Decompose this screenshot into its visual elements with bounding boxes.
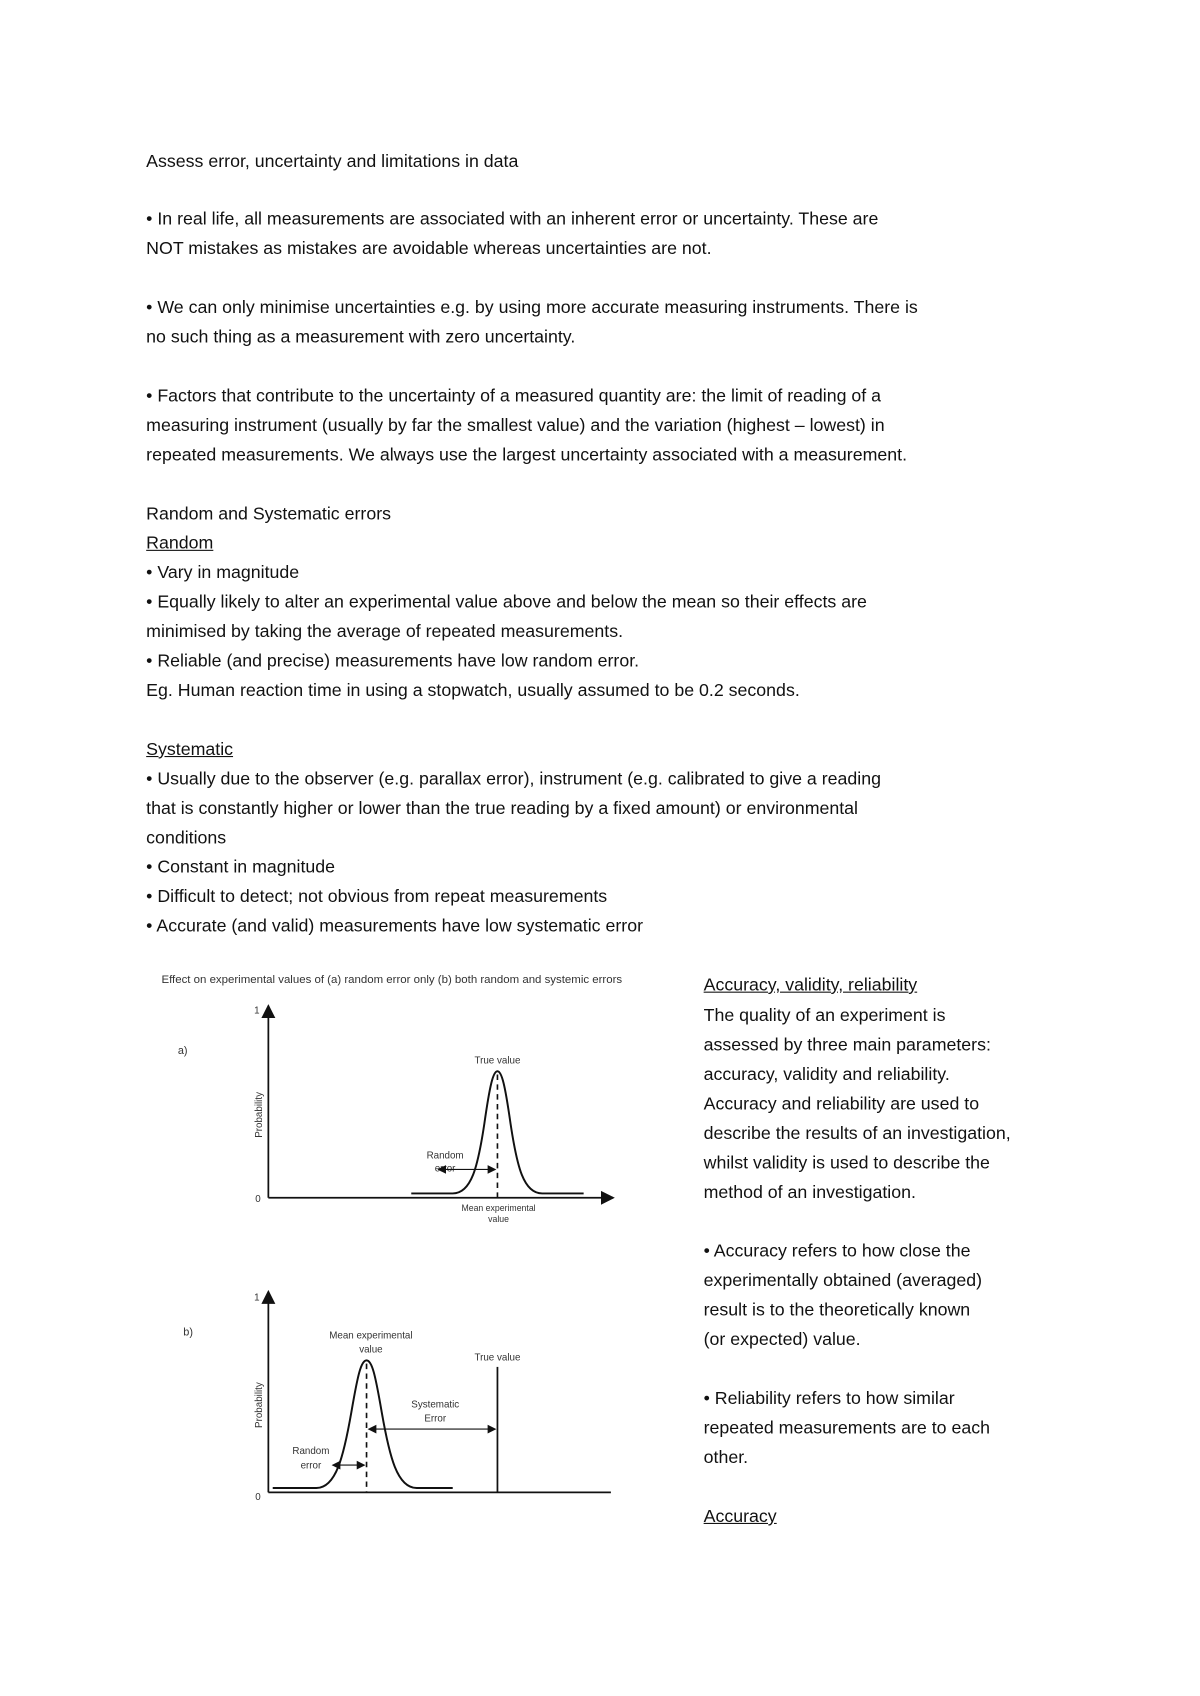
right-line: (or expected) value. xyxy=(703,1329,861,1350)
random-line: Eg. Human reaction time in using a stopwatch, usually assumed to be 0.2 seconds. xyxy=(146,680,800,701)
systematic-line: • Difficult to detect; not obvious from repeat measurements xyxy=(146,886,608,907)
y-tick-bottom: 0 xyxy=(255,1194,261,1206)
errors-heading: Random and Systematic errors xyxy=(146,503,392,524)
y-tick-bottom: 0 xyxy=(255,1491,261,1503)
chart-a xyxy=(178,1005,613,1223)
y-tick-top: 1 xyxy=(254,1005,260,1017)
right-line: method of an investigation. xyxy=(703,1182,916,1203)
systematic-line: that is constantly higher or lower than the true reading by a fixed amount) or environmental xyxy=(146,798,859,819)
chart-b xyxy=(183,1292,611,1503)
y-axis-label: Probability xyxy=(253,1382,265,1428)
right-line: The quality of an experiment is xyxy=(703,1005,946,1026)
random-heading: Random xyxy=(146,533,214,554)
page-title: Assess error, uncertainty and limitations in data xyxy=(146,151,519,172)
right-line: • Accuracy refers to how close the xyxy=(703,1241,971,1262)
random-line: • Vary in magnitude xyxy=(146,562,300,583)
systematic-line: conditions xyxy=(146,827,227,848)
right-line: result is to the theoretically known xyxy=(703,1300,971,1320)
accuracy-heading: Accuracy xyxy=(703,1506,777,1527)
right-line: describe the results of an investigation, xyxy=(703,1123,1011,1144)
intro-line: • Factors that contribute to the uncertainty of a measured quantity are: the limit of reading of a xyxy=(146,386,882,406)
right-line: accuracy, validity and reliability. xyxy=(703,1064,950,1085)
chart-a-label: a) xyxy=(177,1044,188,1057)
chart-b-label: b) xyxy=(183,1326,193,1339)
intro-line: • We can only minimise uncertainties e.g. by using more accurate measuring instruments. There is xyxy=(146,297,918,318)
random-error-label: error xyxy=(300,1460,322,1472)
systematic-error-label: Error xyxy=(424,1413,447,1425)
right-line: Accuracy and reliability are used to xyxy=(703,1094,980,1114)
mean-label: value xyxy=(359,1344,383,1356)
systematic-heading: Systematic xyxy=(146,739,234,760)
mean-label: value xyxy=(488,1213,509,1224)
right-line: other. xyxy=(703,1447,749,1468)
figure-caption: Effect on experimental values of (a) random error only (b) both random and systemic errors xyxy=(161,973,623,986)
systematic-line: • Constant in magnitude xyxy=(146,857,336,878)
intro-line: no such thing as a measurement with zero uncertainty. xyxy=(146,327,576,347)
intro-line: • In real life, all measurements are associated with an inherent error or uncertainty. These are xyxy=(146,209,879,230)
true-value-label: True value xyxy=(474,1055,521,1067)
right-line: experimentally obtained (averaged) xyxy=(703,1270,983,1291)
intro-line: measuring instrument (usually by far the smallest value) and the variation (highest – lowest) in xyxy=(146,415,885,436)
right-line: whilst validity is used to describe the xyxy=(703,1153,990,1173)
random-line: • Equally likely to alter an experimental value above and below the mean so their effects are xyxy=(146,592,867,612)
right-heading: Accuracy, validity, reliability xyxy=(703,975,918,995)
intro-line: NOT mistakes as mistakes are avoidable whereas uncertainties are not. xyxy=(146,238,712,259)
random-line: minimised by taking the average of repeated measurements. xyxy=(146,621,624,642)
mean-label: Mean experimental xyxy=(329,1330,413,1342)
true-value-label: True value xyxy=(474,1352,521,1364)
systematic-line: • Accurate (and valid) measurements have low systematic error xyxy=(146,916,644,936)
intro-line: repeated measurements. We always use the largest uncertainty associated with a measurement. xyxy=(146,445,908,465)
right-line: • Reliability refers to how similar xyxy=(703,1388,955,1409)
right-line: repeated measurements are to each xyxy=(703,1418,990,1438)
random-error-label: Random xyxy=(426,1150,464,1162)
random-error-label: Random xyxy=(292,1446,330,1458)
mean-label: Mean experimental xyxy=(461,1202,536,1213)
right-line: assessed by three main parameters: xyxy=(703,1035,991,1055)
systematic-error-label: Systematic xyxy=(411,1399,460,1411)
y-axis-label: Probability xyxy=(253,1092,265,1138)
random-line: • Reliable (and precise) measurements have low random error. xyxy=(146,651,640,671)
systematic-line: • Usually due to the observer (e.g. parallax error), instrument (e.g. calibrated to give a reading xyxy=(146,769,881,789)
y-tick-top: 1 xyxy=(254,1292,260,1304)
random-error-label: error xyxy=(434,1163,456,1175)
